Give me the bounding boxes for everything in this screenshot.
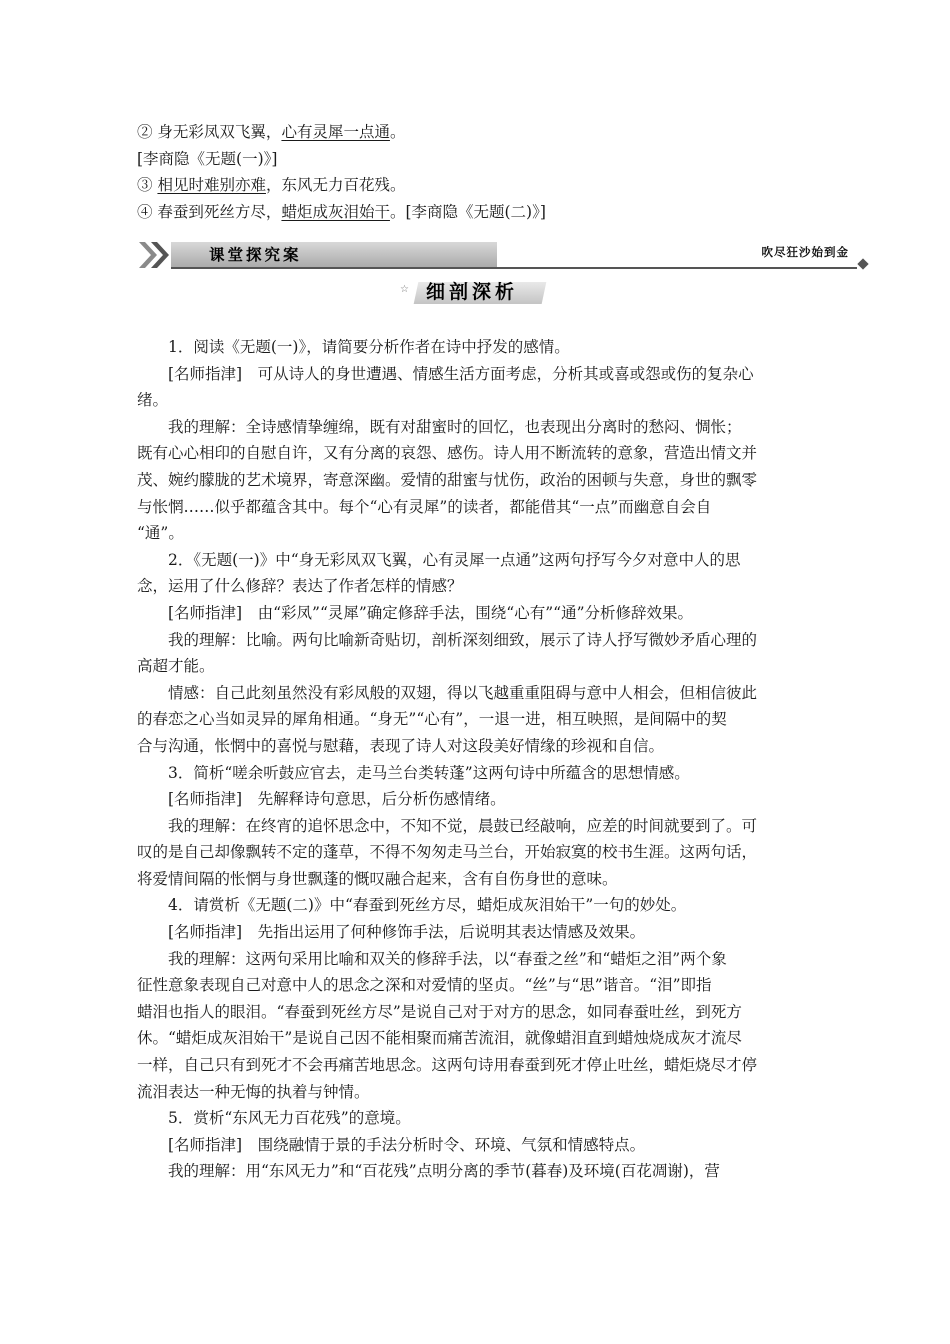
section-title: 细剖深析 xyxy=(426,281,519,303)
star-icon: ☆ xyxy=(400,284,409,295)
text-line: 我的理解：这两句采用比喻和双关的修辞手法，以“春蚕之丝”和“蜡炬之泪”两个象 xyxy=(137,949,727,968)
text-line: 一样，自己只有到死才不会再痛苦地思念。这两句诗用春蚕到死才停止吐丝，蜡炬烧尽才停 xyxy=(137,1056,758,1075)
text-line: 3．简析“嗟余听鼓应官去，走马兰台类转蓬”这两句诗中所蕴含的思想情感。 xyxy=(137,763,690,782)
text-line: 合与沟通，怅惘中的喜悦与慰藉，表现了诗人对这段美好情缘的珍视和自信。 xyxy=(137,736,665,755)
text-line: 的春恋之心当如灵异的犀角相通。“身无”“心有”，一退一进，相互映照，是间隔中的契 xyxy=(137,710,727,729)
text-line: [名师指津] 先解释诗句意思，后分析伤感情绪。 xyxy=(137,790,506,809)
text-line: 绪。 xyxy=(137,391,169,410)
text-line: 我的理解：用“东风无力”和“百花残”点明分离的季节(暮春)及环境(百花凋谢)，营 xyxy=(137,1162,720,1181)
text-line: 1．阅读《无题(一)》，请简要分析作者在诗中抒发的感情。 xyxy=(137,338,570,356)
text-line: 2．《无题(一)》中“身无彩凤双飞翼，心有灵犀一点通”这两句抒写今夕对意中人的思 xyxy=(137,550,741,569)
section-banner xyxy=(137,242,867,270)
text-line: 叹的是自己却像飘转不定的蓬草，不得不匆匆走马兰台，开始寂寞的校书生涯。这两句话， xyxy=(137,843,758,862)
text-line: 与怅惘……似乎都蕴含其中。每个“心有灵犀”的读者，都能借其“一点”而幽意自会自 xyxy=(137,497,712,516)
text-line: [名师指津] 围绕融情于景的手法分析时令、环境、气氛和情感特点。 xyxy=(137,1135,646,1154)
text-line: 蜡泪也指人的眼泪。“春蚕到死丝方尽”是说自己对于对方的思念，如同春蚕吐丝，到死方 xyxy=(137,1002,742,1021)
underlined-answer: 心有灵犀一点通 xyxy=(281,123,390,141)
text-line: 我的理解：全诗感情挚缠绵，既有对甜蜜时的回忆，也表现出分离时的愁闷、惆怅； xyxy=(137,417,742,436)
text-line: 流泪表达一种无悔的执着与钟情。 xyxy=(137,1082,370,1101)
text-line: [名师指津] 由“彩凤”“灵犀”确定修辞手法，围绕“心有”“通”分析修辞效果。 xyxy=(137,603,693,622)
text-line: 念，运用了什么修辞？表达了作者怎样的情感？ xyxy=(137,577,463,596)
section-heading xyxy=(398,276,548,308)
text-line: 5．赏析“东风无力百花残”的意境。 xyxy=(137,1109,411,1128)
text-line: 4．请赏析《无题(二)》中“春蚕到死丝方尽，蜡炬成灰泪始干”一句的妙处。 xyxy=(137,896,687,915)
text-line: 情感：自己此刻虽然没有彩凤般的双翅，得以飞越重重阻碍与意中人相会，但相信彼此 xyxy=(137,683,758,702)
banner-title: 课堂探究案 xyxy=(209,246,302,264)
text-line: [名师指津] 可从诗人的身世遭遇、情感生活方面考虑，分析其或喜或怨或伤的复杂心 xyxy=(137,364,754,383)
poem-line-3: ③ 相见时难别亦难，东风无力百花残。 xyxy=(137,176,406,195)
text-line: “通”。 xyxy=(137,524,184,543)
poem-lines xyxy=(137,119,817,225)
text-line: 我的理解：在终宵的追怀思念中，不知不觉，晨鼓已经敲响，应差的时间就要到了。可 xyxy=(137,816,758,835)
banner-tagline: 吹尽狂沙始到金 xyxy=(761,245,849,259)
poem-line-2: ② 身无彩凤双飞翼，心有灵犀一点通。 xyxy=(137,123,406,141)
poem-line-4: ④ 春蚕到死丝方尽，蜡炬成灰泪始干。[李商隐《无题(二)》] xyxy=(137,202,546,221)
text-line: 高超才能。 xyxy=(137,657,215,676)
text-line: [名师指津] 先指出运用了何种修饰手法，后说明其表达情感及效果。 xyxy=(137,923,646,942)
text-line: 既有心心相印的自慰自许，又有分离的哀怨、感伤。诗人用不断流转的意象，营造出情文并 xyxy=(137,444,758,463)
text-line: 我的理解：比喻。两句比喻新奇贴切，剖析深刻细致，展示了诗人抒写微妙矛盾心理的 xyxy=(137,630,758,649)
body-text xyxy=(137,334,817,1185)
text-line: 休。“蜡炬成灰泪始干”是说自己因不能相聚而痛苦流泪，就像蜡泪直到蜡烛烧成灰才流尽 xyxy=(137,1029,742,1048)
banner-rule xyxy=(171,267,857,269)
underlined-answer: 蜡炬成灰泪始干 xyxy=(281,202,390,221)
text-line: 将爱情间隔的怅惘与身世飘蓬的慨叹融合起来，含有自伤身世的意味。 xyxy=(137,869,618,888)
underlined-answer: 相见时难别亦难 xyxy=(157,176,266,195)
poem-source: [李商隐《无题(一)》] xyxy=(137,149,278,168)
text-line: 茂、婉约朦胧的艺术境界，寄意深幽。爱情的甜蜜与忧伤，政治的困顿与失意，身世的飘零 xyxy=(137,470,758,489)
text-line: 征性意象表现自己对意中人的思念之深和对爱情的坚贞。“丝”与“思”谐音。“泪”即指 xyxy=(137,976,712,995)
diamond-icon xyxy=(857,258,868,269)
